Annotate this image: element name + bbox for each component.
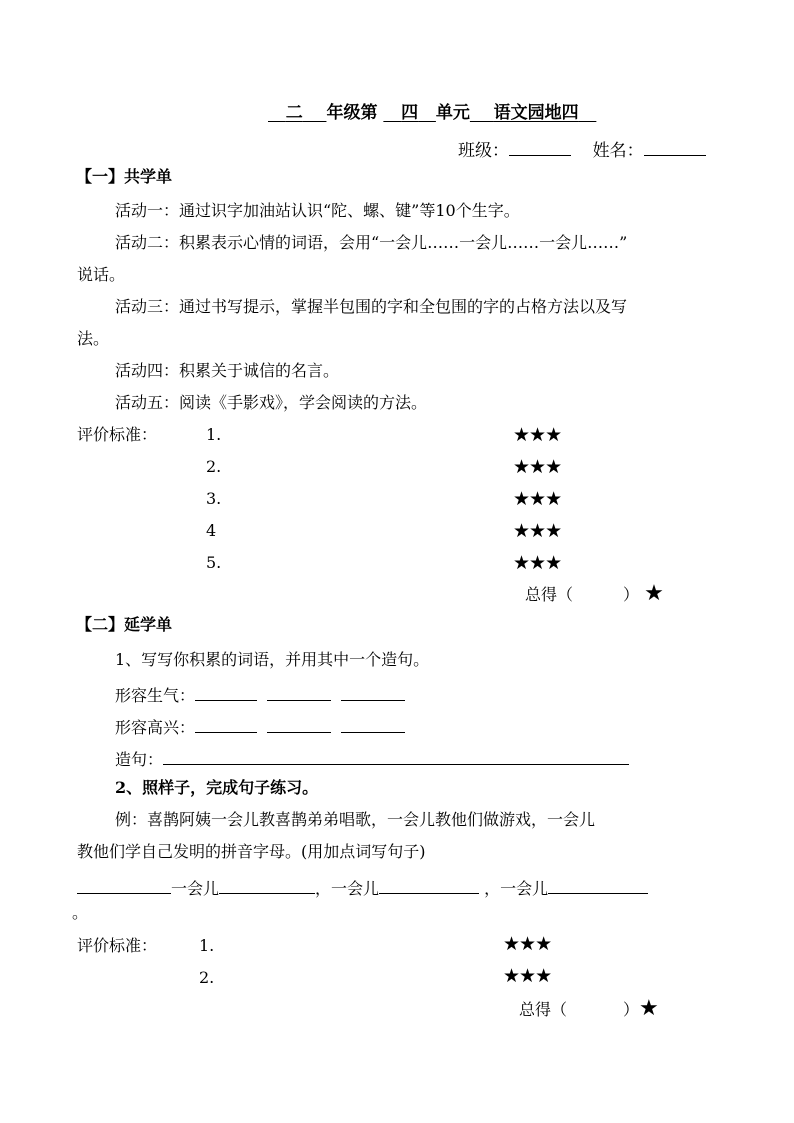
angry-blank[interactable] [267, 682, 331, 701]
activity-line: 活动一：通过识字加油站认识“陀、螺、键”等10个生字。 [115, 201, 520, 220]
fill-blank[interactable] [77, 875, 171, 894]
class-label: 班级： [458, 141, 509, 161]
question-1: 1、写写你积累的词语，并用其中一个造句。 [115, 650, 430, 669]
fill-blank[interactable] [219, 875, 315, 894]
total-end: ） [623, 585, 640, 604]
activity-line: 法。 [77, 329, 110, 348]
fill-word: 一会儿 [500, 879, 549, 898]
grade-label: 年级第 [326, 103, 378, 123]
fill-blank[interactable] [548, 875, 648, 894]
grade-value: 二 [285, 103, 303, 123]
unit-value: 四 [401, 103, 419, 123]
fill-blank[interactable] [379, 875, 479, 894]
fill-sentence-row [77, 875, 648, 899]
eval-item-number: 2. [199, 968, 215, 987]
star-rating[interactable]: ★★★ [513, 552, 562, 574]
topic-value: 语文园地四 [493, 103, 579, 123]
happy-row [115, 714, 405, 738]
star-rating[interactable]: ★★★ [513, 456, 562, 478]
period: 。 [72, 903, 89, 922]
fill-word: 一会儿 [331, 879, 380, 898]
eval-item-number: 3. [206, 489, 222, 508]
star-icon: ★ [644, 581, 663, 606]
angry-label: 形容生气： [115, 686, 196, 705]
happy-label: 形容高兴： [115, 718, 196, 737]
total-score [525, 581, 663, 606]
example-line: 例：喜鹊阿姨一会儿教喜鹊弟弟唱歌，一会儿教他们做游戏，一会儿 [115, 810, 596, 829]
section2-heading: 【二】延学单 [76, 615, 173, 634]
happy-blank[interactable] [267, 714, 331, 733]
fill-word: 一会儿 [171, 879, 220, 898]
happy-blank[interactable] [341, 714, 405, 733]
total-end: ） [623, 1000, 640, 1019]
activity-line: 活动五：阅读《手影戏》，学会阅读的方法。 [115, 393, 428, 412]
eval-item-number: 1. [206, 425, 222, 444]
happy-blank[interactable] [195, 714, 257, 733]
comma: ， [315, 879, 332, 898]
class-field[interactable] [509, 137, 571, 156]
star-rating[interactable]: ★★★ [503, 965, 552, 987]
unit-label: 单元 [435, 103, 470, 123]
total-score [519, 996, 658, 1021]
question-2: 2、照样子，完成句子练习。 [115, 778, 319, 797]
example-line: 教他们学自己发明的拼音字母。(用加点词写句子) [77, 842, 426, 861]
eval-label: 评价标准： [77, 425, 158, 444]
name-label: 姓名： [592, 141, 644, 161]
total-label: 总得（ [519, 1000, 568, 1019]
comma: ， [484, 879, 501, 898]
sentence-blank[interactable] [163, 746, 629, 765]
activity-line: 活动三：通过书写提示，掌握半包围的字和全包围的字的占格方法以及写 [115, 297, 628, 316]
star-icon: ★ [639, 996, 658, 1021]
star-rating[interactable]: ★★★ [513, 520, 562, 542]
eval-item-number: 5. [206, 553, 222, 572]
section1-heading: 【一】共学单 [76, 167, 173, 186]
eval-item-number: 4 [206, 521, 217, 540]
page-title [268, 103, 596, 123]
star-rating[interactable]: ★★★ [503, 933, 552, 955]
star-rating[interactable]: ★★★ [513, 424, 562, 446]
name-field[interactable] [644, 137, 706, 156]
sentence-label: 造句： [115, 750, 164, 769]
eval-label: 评价标准： [77, 936, 158, 955]
sentence-row [115, 746, 629, 770]
total-label: 总得（ [525, 585, 574, 604]
angry-blank[interactable] [195, 682, 257, 701]
eval-item-number: 2. [206, 457, 222, 476]
activity-line: 活动二：积累表示心情的词语，会用“一会儿……一会儿……一会儿……” [115, 233, 628, 252]
star-rating[interactable]: ★★★ [513, 488, 562, 510]
angry-blank[interactable] [341, 682, 405, 701]
activity-line: 说话。 [77, 265, 126, 284]
eval-item-number: 1. [199, 936, 215, 955]
activity-line: 活动四：积累关于诚信的名言。 [115, 361, 340, 380]
angry-row [115, 682, 405, 706]
student-info [458, 137, 706, 161]
